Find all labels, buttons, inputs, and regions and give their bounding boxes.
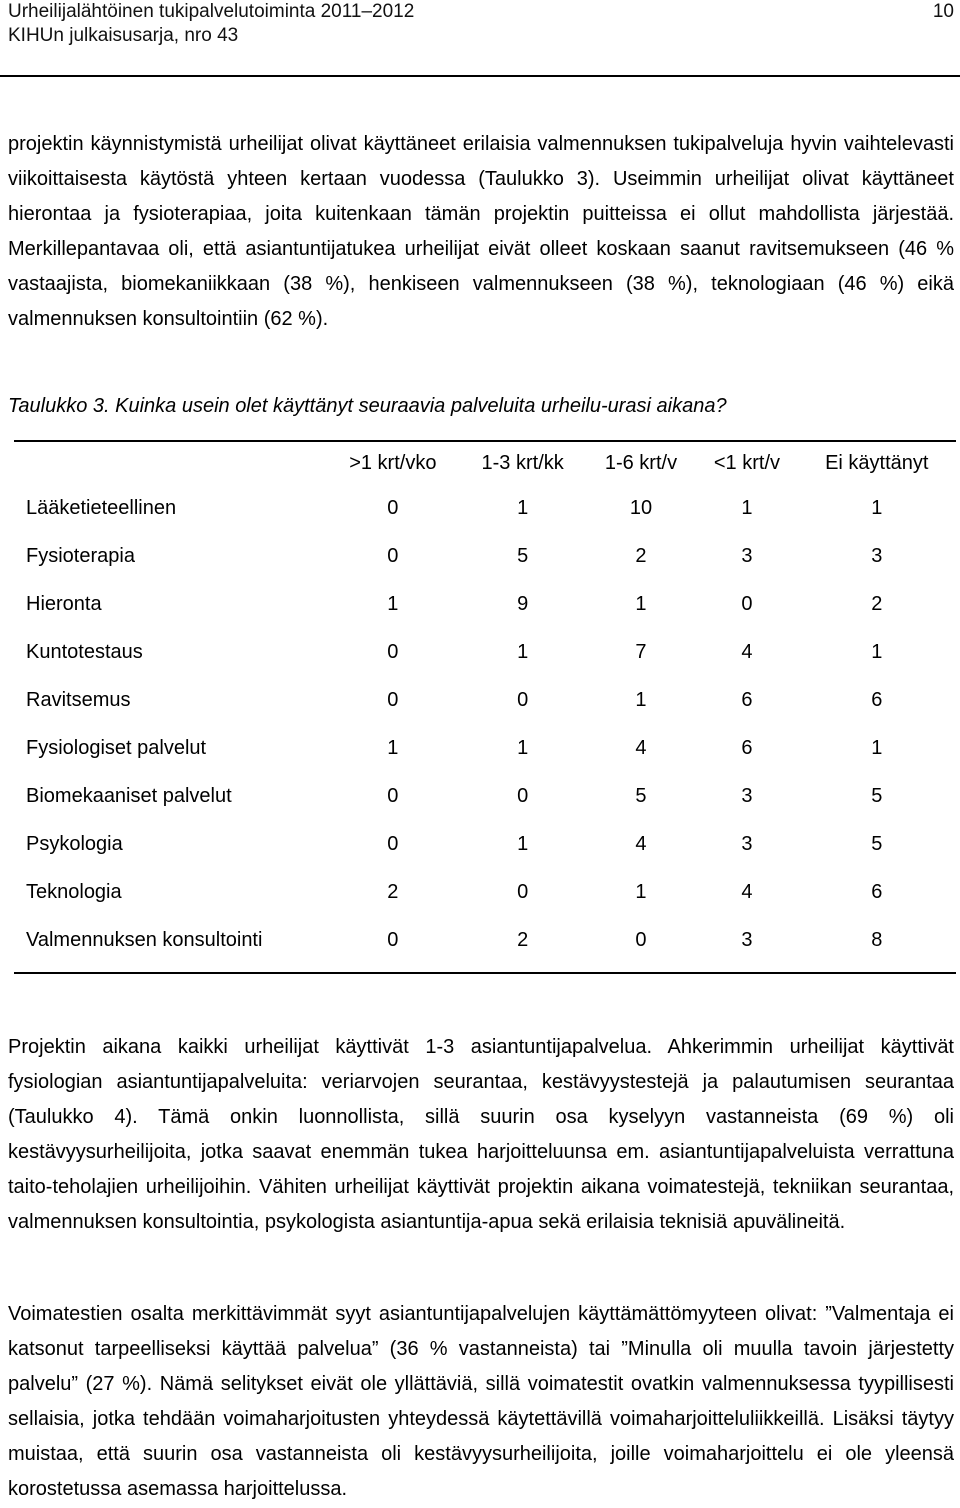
table-cell: 3	[741, 784, 753, 807]
table-cell: 5	[871, 832, 883, 855]
row-label: Teknologia	[26, 880, 122, 903]
publication-title: Urheilijalähtöinen tukipalvelutoiminta 2011–2012	[8, 1, 415, 22]
table-cell: 0	[517, 688, 529, 711]
page-header	[8, 0, 954, 48]
table-cell: 5	[517, 544, 529, 567]
table-row	[14, 820, 956, 868]
column-header: Ei käyttänyt	[825, 451, 929, 474]
table-row	[14, 484, 956, 532]
table-cell: 6	[741, 736, 753, 759]
body-paragraph-2: Projektin aikana kaikki urheilijat käyttivät 1-3 asiantuntijapalvelua. Ahkerimmin urheilijat käyttivät fysiologian asiantuntijapalveluita: veriarvojen seurantaa, kestävyystestejä ja palautumisen seurantaa (Taulukko 4). Tämä onkin luonnollista, sillä suurin osa kyselyyn vastanneista (69 %) oli kestävyysurheilijoita, jotka saavat enemmän tukea harjoitteluunsa em. asiantuntijapalveluista verrattuna taito-teholajien urheilijoihin. Vähiten urheilijat käyttivät projektin aikana voimatestejä, tekniikan seurantaa, valmennuksen konsultointia, psykologista asiantuntija-apua sekä erilaisia teknisiä apuvälineitä.	[8, 1036, 954, 1233]
table-cell: 1	[635, 688, 647, 711]
table-cell: 3	[871, 544, 883, 567]
column-header: >1 krt/vko	[349, 451, 437, 474]
table-cell: 3	[741, 832, 753, 855]
table-cell: 7	[635, 640, 647, 663]
table-row	[14, 676, 956, 724]
table-row	[14, 628, 956, 676]
table-row	[14, 532, 956, 580]
table-cell: 1	[871, 496, 883, 519]
row-label: Hieronta	[26, 592, 102, 615]
table-cell: 0	[517, 880, 529, 903]
table-cell: 6	[741, 688, 753, 711]
services-table	[14, 440, 956, 974]
row-label: Biomekaaniset palvelut	[26, 784, 232, 807]
column-header: 1-3 krt/kk	[481, 451, 564, 474]
table-cell: 1	[741, 496, 753, 519]
row-label: Kuntotestaus	[26, 640, 143, 663]
table-cell: 0	[387, 832, 399, 855]
table-cell: 2	[517, 928, 529, 951]
table-cell: 0	[387, 640, 399, 663]
table-cell: 2	[871, 592, 883, 615]
row-label: Ravitsemus	[26, 688, 131, 711]
table-cell: 4	[635, 832, 647, 855]
table-cell: 0	[387, 688, 399, 711]
table-cell: 1	[871, 640, 883, 663]
table-cell: 1	[635, 592, 647, 615]
series-name: KIHUn julkaisusarja, nro 43	[8, 25, 239, 46]
row-label: Psykologia	[26, 832, 123, 855]
table-cell: 8	[871, 928, 883, 951]
table-cell: 1	[517, 832, 529, 855]
table-cell: 10	[629, 496, 653, 519]
table-cell: 1	[517, 640, 529, 663]
table-cell: 1	[517, 496, 529, 519]
table-caption: Taulukko 3. Kuinka usein olet käyttänyt seuraavia palveluita urheilu-urasi aikana?	[8, 395, 727, 417]
table-cell: 5	[871, 784, 883, 807]
page-number: 10	[932, 1, 954, 22]
table-bottom-rule	[14, 972, 956, 974]
row-label: Lääketieteellinen	[26, 496, 177, 519]
table-cell: 3	[741, 544, 753, 567]
services-usage-table	[14, 442, 956, 964]
column-header: <1 krt/v	[713, 451, 781, 474]
table-cell: 0	[517, 784, 529, 807]
table-row	[14, 724, 956, 772]
row-label: Fysiologiset palvelut	[26, 736, 207, 759]
table-cell: 0	[387, 928, 399, 951]
table-row	[14, 772, 956, 820]
table-cell: 1	[871, 736, 883, 759]
row-label: Valmennuksen konsultointi	[26, 928, 263, 951]
table-cell: 0	[741, 592, 753, 615]
table-cell: 2	[387, 880, 399, 903]
table-cell: 1	[517, 736, 529, 759]
table-cell: 3	[741, 928, 753, 951]
table-cell: 1	[635, 880, 647, 903]
table-header-row	[14, 442, 956, 484]
table-cell: 4	[635, 736, 647, 759]
table-cell: 1	[387, 736, 399, 759]
table-row	[14, 916, 956, 964]
table-row	[14, 580, 956, 628]
table-cell: 0	[635, 928, 647, 951]
table-row	[14, 868, 956, 916]
column-header	[14, 442, 326, 484]
table-cell: 5	[635, 784, 647, 807]
column-header: 1-6 krt/v	[604, 451, 678, 474]
table-cell: 0	[387, 544, 399, 567]
table-cell: 9	[517, 592, 529, 615]
body-paragraph-3: Voimatestien osalta merkittävimmät syyt asiantuntijapalvelujen käyttämättömyyteen olivat: ”Valmentaja ei katsonut tarpeelliseksi käyttää palvelua” (36 % vastanneista) tai ”Minulla oli muulla tavoin järjestetty palvelu” (27 %). Nämä selitykset eivät ole yllättäviä, sillä voimatestit ovatkin valmennuksessa tyypillisesti sellaisia, jotka tehdään voimaharjoitusten yhteydessä käytettävillä voimaharjoitteluliikkeillä. Lisäksi täytyy muistaa, että suurin osa vastanneista oli kestävyysurheilijoita, joille voimaharjoittelu ei ole yleensä korostetussa asemassa harjoittelussa.	[8, 1303, 954, 1500]
table-cell: 6	[871, 688, 883, 711]
table-cell: 6	[871, 880, 883, 903]
header-divider	[0, 75, 960, 77]
table-cell: 0	[387, 496, 399, 519]
table-cell: 0	[387, 784, 399, 807]
table-cell: 1	[387, 592, 399, 615]
table-cell: 4	[741, 880, 753, 903]
table-cell: 4	[741, 640, 753, 663]
body-paragraph-1: projektin käynnistymistä urheilijat olivat käyttäneet erilaisia valmennuksen tukipalveluja hyvin vaihtelevasti viikoittaisesta käytöstä yhteen kertaan vuodessa (Taulukko 3). Useimmin urheilijat olivat käyttäneet hierontaa ja fysioterapiaa, joita kuitenkaan tämän projektin puitteissa ei ollut mahdollista järjestää. Merkillepantavaa oli, että asiantuntijatukea urheilijat eivät olleet koskaan saanut ravitsemukseen (46 % vastaajista, biomekaniikkaan (38 %), henkiseen valmennukseen (38 %), teknologiaan (46 %) eikä valmennuksen konsultointiin (62 %).	[8, 133, 954, 330]
table-cell: 2	[635, 544, 647, 567]
row-label: Fysioterapia	[26, 544, 135, 567]
